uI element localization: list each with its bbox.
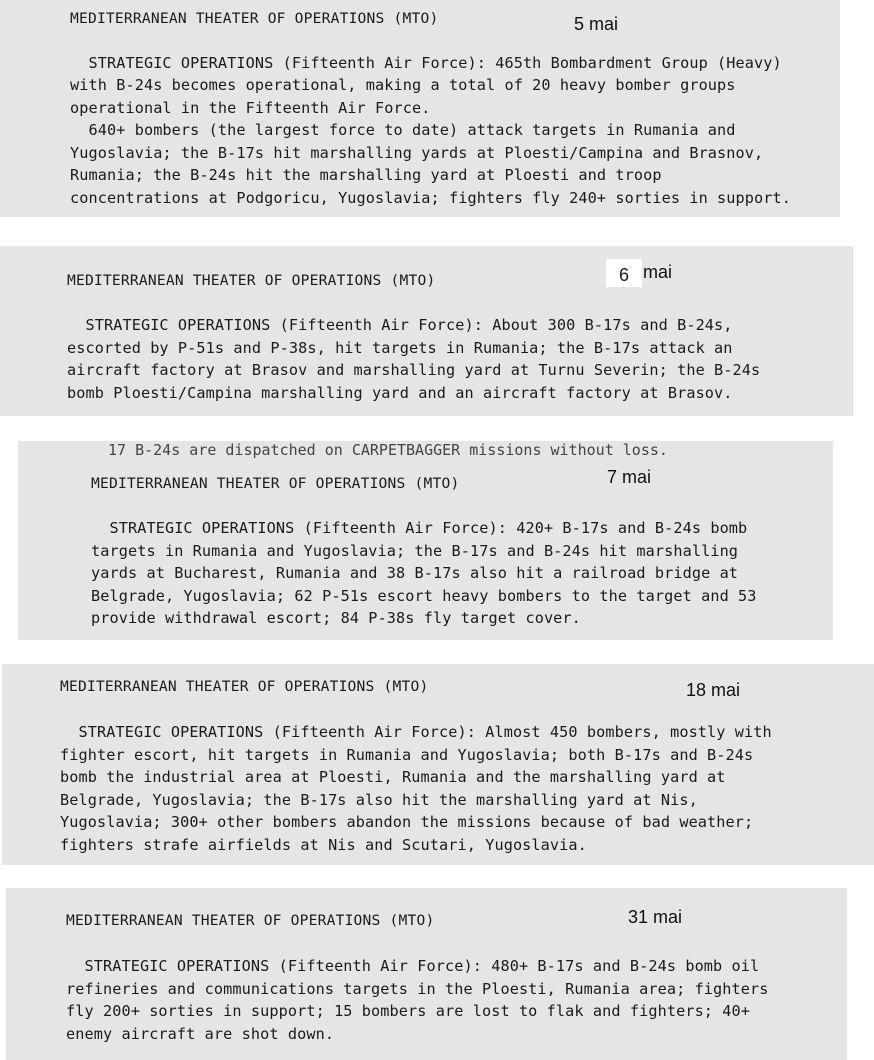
body-line: STRATEGIC OPERATIONS (Fifteenth Air Force): 465th Bombardment Group (Heavy) — [70, 54, 782, 72]
entry-header: MEDITERRANEAN THEATER OF OPERATIONS (MTO) — [70, 10, 439, 27]
body-line: fighters strafe airfields at Nis and Scutari, Yugoslavia. — [60, 836, 587, 854]
body-line: bomb Ploesti/Campina marshalling yard and an aircraft factory at Brasov. — [67, 384, 733, 402]
body-line: enemy aircraft are shot down. — [66, 1025, 335, 1043]
body-line: fly 200+ sorties in support; 15 bombers are lost to flak and fighters; 40+ — [66, 1002, 751, 1020]
entry-header: MEDITERRANEAN THEATER OF OPERATIONS (MTO) — [66, 912, 435, 929]
body-line: Yugoslavia; 300+ other bombers abandon the missions because of bad weather; — [60, 813, 754, 831]
body-line: Rumania; the B-24s hit the marshalling yard at Ploesti and troop — [70, 166, 662, 184]
entry-date: 7 mai — [607, 467, 652, 487]
entry-card-6-mai — [0, 246, 853, 416]
entry-header: MEDITERRANEAN THEATER OF OPERATIONS (MTO) — [91, 475, 460, 492]
body-line: escorted by P-51s and P-38s, hit targets in Rumania; the B-17s attack an — [67, 339, 733, 357]
body-line: STRATEGIC OPERATIONS (Fifteenth Air Force): 420+ B-17s and B-24s bomb — [91, 519, 748, 537]
body-line: 640+ bombers (the largest force to date) attack targets in Rumania and — [70, 121, 736, 139]
entry-date: 31 mai — [628, 907, 683, 927]
entry-date-day: 6 — [606, 259, 642, 287]
body-line: STRATEGIC OPERATIONS (Fifteenth Air Force): About 300 B-17s and B-24s, — [67, 316, 733, 334]
entry-date: 5 mai — [574, 14, 619, 34]
entry-header: MEDITERRANEAN THEATER OF OPERATIONS (MTO) — [60, 678, 429, 695]
body-line: yards at Bucharest, Rumania and 38 B-17s also hit a railroad bridge at — [91, 564, 739, 582]
body-line: refineries and communications targets in the Ploesti, Rumania area; fighters — [66, 980, 769, 998]
entry-date-month: mai — [643, 262, 673, 282]
body-line: targets in Rumania and Yugoslavia; the B-17s and B-24s hit marshalling — [91, 542, 739, 560]
body-line: bomb the industrial area at Ploesti, Rumania and the marshalling yard at — [60, 768, 726, 786]
entry-card-5-mai — [0, 0, 840, 217]
body-line: Yugoslavia; the B-17s hit marshalling yards at Ploesti/Campina and Brasnov, — [70, 144, 764, 162]
entry-card-7-mai — [18, 441, 833, 640]
entry-card-31-mai — [6, 888, 847, 1060]
body-line: with B-24s becomes operational, making a total of 20 heavy bomber groups — [70, 76, 736, 94]
body-line: STRATEGIC OPERATIONS (Fifteenth Air Force): 480+ B-17s and B-24s bomb oil — [66, 957, 760, 975]
body-line: STRATEGIC OPERATIONS (Fifteenth Air Force): Almost 450 bombers, mostly with — [60, 723, 772, 741]
body-line: concentrations at Podgoricu, Yugoslavia; fighters fly 240+ sorties in support. — [70, 189, 792, 207]
body-line: Belgrade, Yugoslavia; the B-17s also hit the marshalling yard at Nis, — [60, 791, 698, 809]
cut-off-text-line: 17 B-24s are dispatched on CARPETBAGGER missions without loss. — [108, 441, 668, 459]
entry-card-18-mai — [2, 664, 874, 865]
body-line: aircraft factory at Brasov and marshalling yard at Turnu Severin; the B-24s — [67, 361, 761, 379]
body-line: Belgrade, Yugoslavia; 62 P-51s escort heavy bombers to the target and 53 — [91, 587, 757, 605]
body-line: operational in the Fifteenth Air Force. — [70, 99, 431, 117]
body-line: fighter escort, hit targets in Rumania and Yugoslavia; both B-17s and B-24s — [60, 746, 754, 764]
body-line: provide withdrawal escort; 84 P-38s fly target cover. — [91, 609, 581, 627]
entry-header: MEDITERRANEAN THEATER OF OPERATIONS (MTO) — [67, 272, 436, 289]
entry-date: 18 mai — [686, 680, 741, 700]
